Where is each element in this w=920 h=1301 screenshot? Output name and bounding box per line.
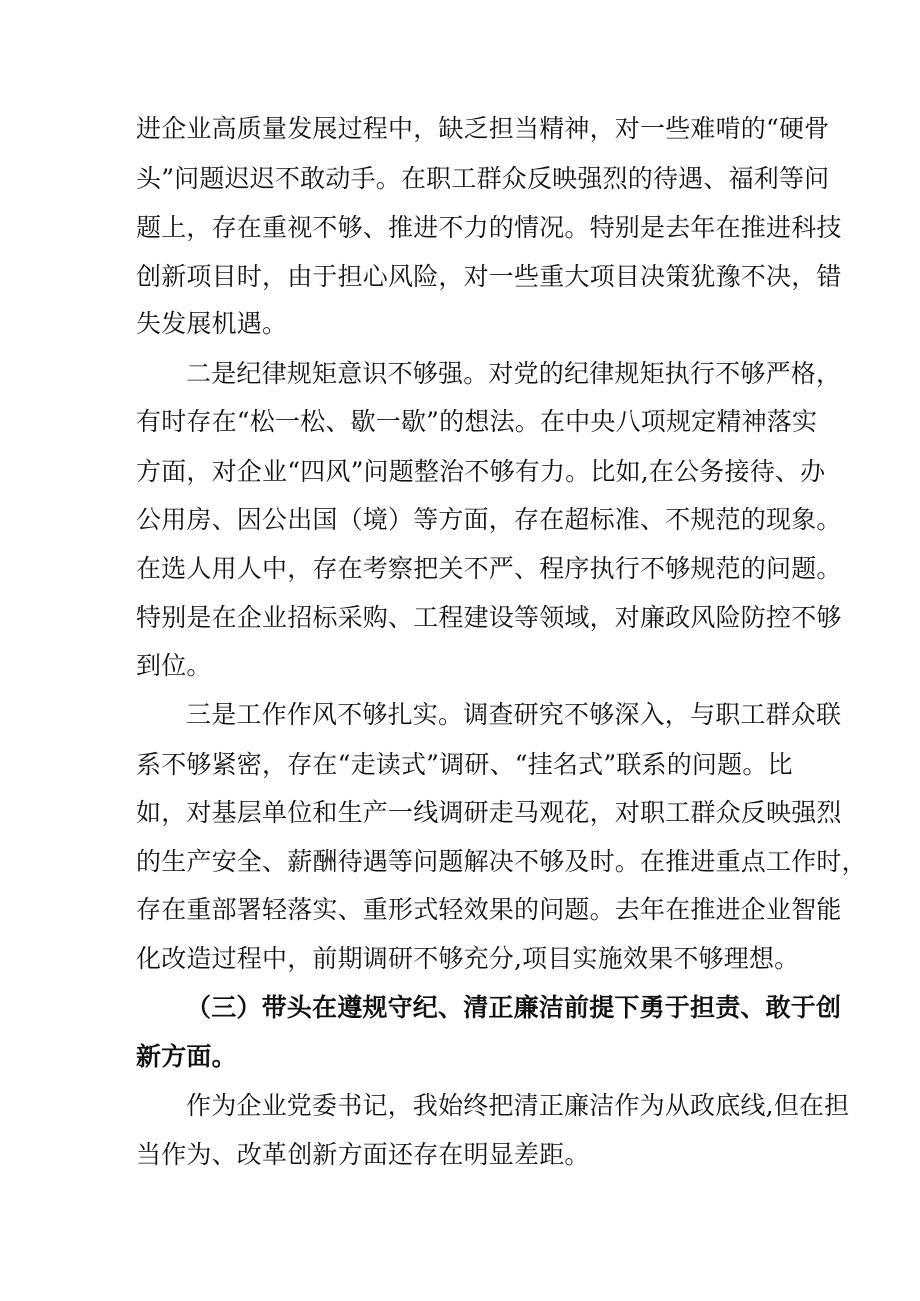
text-line-3: 题上，存在重视不够、推进不力的情况。特别是去年在推进科技 [136, 213, 842, 242]
text-line-1: 进企业高质量发展过程中，缺乏担当精神，对一些难啃的“硬骨 [136, 114, 830, 143]
text-line-11: 特别是在企业招标采购、工程建设等领域，对廉政风险防控不够 [136, 603, 842, 632]
text-line-18: 化改造过程中，前期调研不够充分,项目实施效果不够理想。 [136, 944, 800, 973]
text-line-22: 当作为、改革创新方面还存在明显差距。 [136, 1140, 590, 1169]
text-line-15: 如，对基层单位和生产一线调研走马观花，对职工群众反映强烈 [136, 798, 842, 827]
text-line-2: 头”问题迟迟不敢动手。在职工群众反映强烈的待遇、福利等问 [136, 164, 830, 193]
text-line-5: 失发展机遇。 [136, 309, 288, 338]
text-line-10: 在选人用人中，存在考察把关不严、程序执行不够规范的问题。 [136, 554, 842, 583]
text-line-8: 方面，对企业“四风”问题整治不够有力。比如,在公务接待、办 [136, 457, 826, 486]
text-line-7: 有时存在“松一松、歇一歇”的想法。在中央八项规定精神落实 [136, 407, 818, 436]
text-line-14: 系不够紧密，存在“走读式”调研、“挂名式”联系的问题。比 [136, 750, 793, 779]
text-line-9: 公用房、因公出国（境）等方面，存在超标准、不规范的现象。 [136, 505, 842, 534]
paragraph-2-first-line: 二是纪律规矩意识不够强。对党的纪律规矩执行不够严格， [186, 359, 842, 388]
section-heading-line-2: 新方面。 [136, 1042, 237, 1071]
text-line-17: 存在重部署轻落实、重形式轻效果的问题。去年在推进企业智能 [136, 895, 842, 924]
text-line-16: 的生产安全、薪酬待遇等问题解决不够及时。在推进重点工作时， [136, 847, 867, 876]
text-line-4: 创新项目时，由于担心风险，对一些重大项目决策犹豫不决，错 [136, 262, 842, 291]
paragraph-4-first-line: 作为企业党委书记，我始终把清正廉洁作为从政底线,但在担 [186, 1091, 850, 1120]
paragraph-3-first-line: 三是工作作风不够扎实。调查研究不够深入，与职工群众联 [186, 700, 842, 729]
section-heading-line-1: （三）带头在遵规守纪、清正廉洁前提下勇于担责、敢于创 [186, 993, 842, 1022]
text-line-12: 到位。 [136, 651, 212, 680]
